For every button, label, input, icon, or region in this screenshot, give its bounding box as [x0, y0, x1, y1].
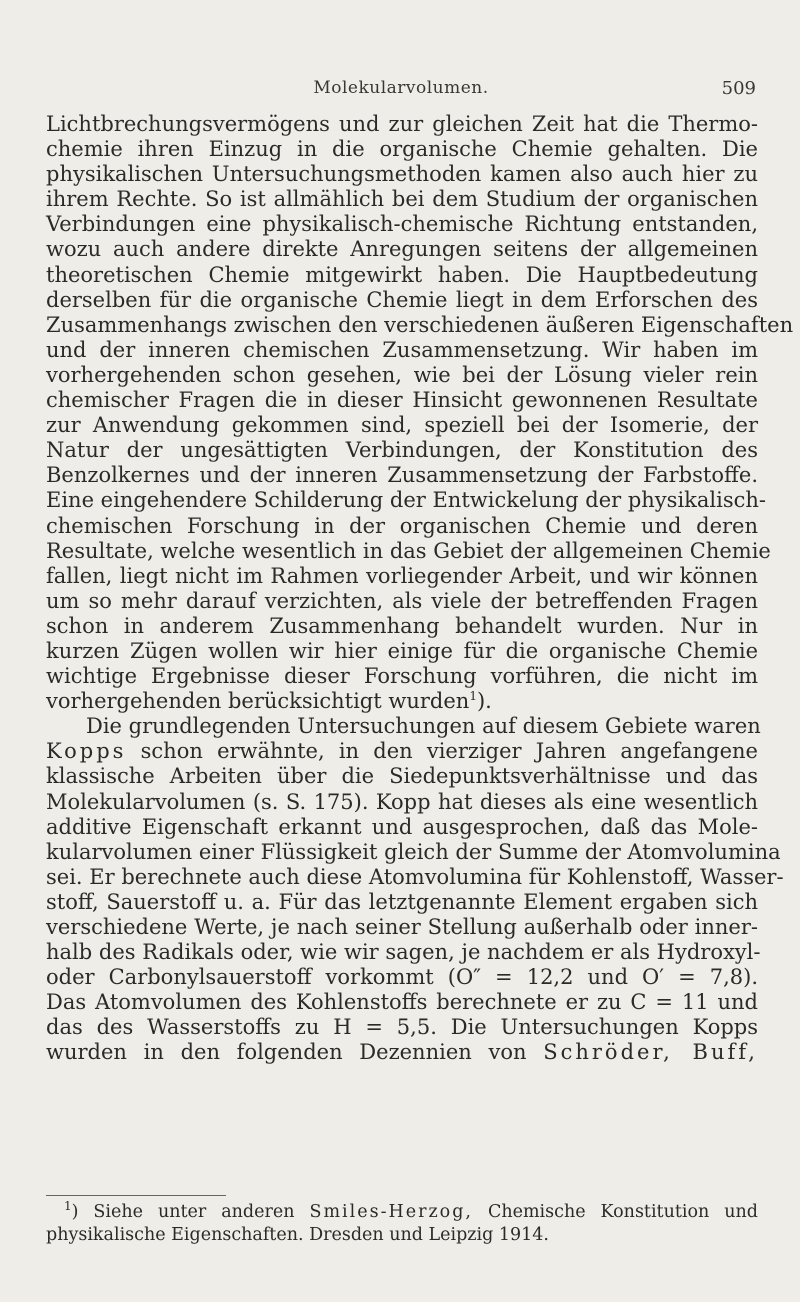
text-fragment: wurden in den folgenden Dezennien von	[46, 1040, 544, 1065]
footnote-divider	[46, 1195, 226, 1196]
text-line: theoretischen Chemie mitgewirkt haben. Die Hauptbedeutung	[46, 262, 758, 287]
text-line: Eine eingehendere Schilderung der Entwickelung der physikalisch-	[46, 488, 766, 513]
text-line: Resultate, welche wesentlich in das Gebiet der allgemeinen Chemie	[46, 538, 771, 563]
text-line: ihrem Rechte. So ist allmählich bei dem Studium der organischen	[46, 187, 758, 212]
author-names: Smiles-Herzog,	[309, 1202, 473, 1222]
text-line: vorhergehenden schon gesehen, wie bei der Lösung vieler rein	[46, 362, 758, 387]
footnote	[46, 1201, 758, 1247]
text-line: schon in anderem Zusammenhang behandelt wurden. Nur in	[46, 613, 758, 638]
author-name: Kopps	[46, 739, 127, 764]
text-line: das des Wasserstoffs zu H = 5,5. Die Untersuchungen Kopps	[46, 1015, 758, 1040]
text-fragment: schon erwähnte, in den vierziger Jahren angefangene	[126, 739, 758, 764]
text-line: oder Carbonylsauerstoff vorkommt (O″ = 12,2 und O′ = 7,8).	[46, 965, 758, 990]
footnote-line	[46, 1201, 758, 1224]
text-line	[46, 739, 758, 764]
text-fragment: Chemische Konstitution und	[472, 1202, 758, 1222]
text-line: Lichtbrechungsvermögens und zur gleichen Zeit hat die Thermo-	[46, 112, 758, 136]
page-number: 509	[721, 78, 756, 99]
text-line: chemischen Forschung in der organischen Chemie und deren	[46, 513, 758, 538]
paragraph-2	[46, 714, 784, 1065]
text-line: Molekularvolumen (s. S. 175). Kopp hat dieses als eine wesentlich	[46, 789, 758, 814]
paragraph-1	[46, 112, 794, 714]
text-line: physikalischen Untersuchungsmethoden kamen also auch hier zu	[46, 162, 758, 187]
text-line: chemischer Fragen die in dieser Hinsicht gewonnenen Resultate	[46, 388, 758, 413]
text-fragment: vorhergehenden berücksichtigt wurden	[46, 689, 470, 714]
body-text	[46, 112, 794, 1066]
text-line: klassische Arbeiten über die Siedepunktsverhältnisse und das	[46, 764, 758, 789]
text-line: Die grundlegenden Untersuchungen auf diesem Gebiete waren	[86, 714, 761, 739]
text-line: um so mehr darauf verzichten, als viele der betreffenden Fragen	[46, 588, 758, 613]
text-line: fallen, liegt nicht im Rahmen vorliegender Arbeit, und wir können	[46, 563, 758, 588]
text-line: sei. Er berechnete auch diese Atomvolumina für Kohlenstoff, Wasser-	[46, 864, 784, 889]
text-line: verschiedene Werte, je nach seiner Stellung außerhalb oder inner-	[46, 915, 758, 939]
page-header	[46, 78, 756, 104]
text-fragment: ) Siehe unter anderen	[71, 1202, 310, 1222]
author-names: Schröder, Buff,	[543, 1040, 758, 1065]
text-line: Natur der ungesättigten Verbindungen, der Konstitution des	[46, 438, 758, 463]
text-line: additive Eigenschaft erkannt und ausgesprochen, daß das Mole-	[46, 814, 758, 839]
text-line: halb des Radikals oder, wie wir sagen, je nachdem er als Hydroxyl-	[46, 940, 761, 965]
text-line: Das Atomvolumen des Kohlenstoffs berechnete er zu C = 11 und	[46, 990, 758, 1015]
text-line	[46, 689, 758, 714]
text-fragment: ).	[476, 689, 492, 714]
text-line: Benzolkernes und der inneren Zusammensetzung der Farbstoffe.	[46, 463, 758, 488]
text-line	[46, 1040, 758, 1065]
text-line: wozu auch andere direkte Anregungen seitens der allgemeinen	[46, 237, 758, 262]
text-line: stoff, Sauerstoff u. a. Für das letztgenannte Element ergaben sich	[46, 889, 758, 914]
text-line: kurzen Zügen wollen wir hier einige für die organische Chemie	[46, 638, 758, 663]
text-line: derselben für die organische Chemie liegt in dem Erforschen des	[46, 287, 758, 312]
running-title: Molekularvolumen.	[313, 78, 489, 98]
footnote-reference: 1	[469, 689, 477, 704]
footnote-mark: 1	[64, 1199, 72, 1214]
text-line: kularvolumen einer Flüssigkeit gleich der Summe der Atomvolumina	[46, 839, 781, 864]
text-line: zur Anwendung gekommen sind, speziell bei der Isomerie, der	[46, 413, 758, 438]
footnote-line: physikalische Eigenschaften. Dresden und Leipzig 1914.	[46, 1225, 549, 1245]
text-line: Verbindungen eine physikalisch-chemische Richtung entstanden,	[46, 212, 758, 237]
text-line: und der inneren chemischen Zusammensetzung. Wir haben im	[46, 337, 758, 362]
text-line: chemie ihren Einzug in die organische Chemie gehalten. Die	[46, 137, 758, 162]
text-line: wichtige Ergebnisse dieser Forschung vorführen, die nicht im	[46, 664, 758, 689]
text-line: Zusammenhangs zwischen den verschiedenen äußeren Eigenschaften	[46, 312, 794, 337]
